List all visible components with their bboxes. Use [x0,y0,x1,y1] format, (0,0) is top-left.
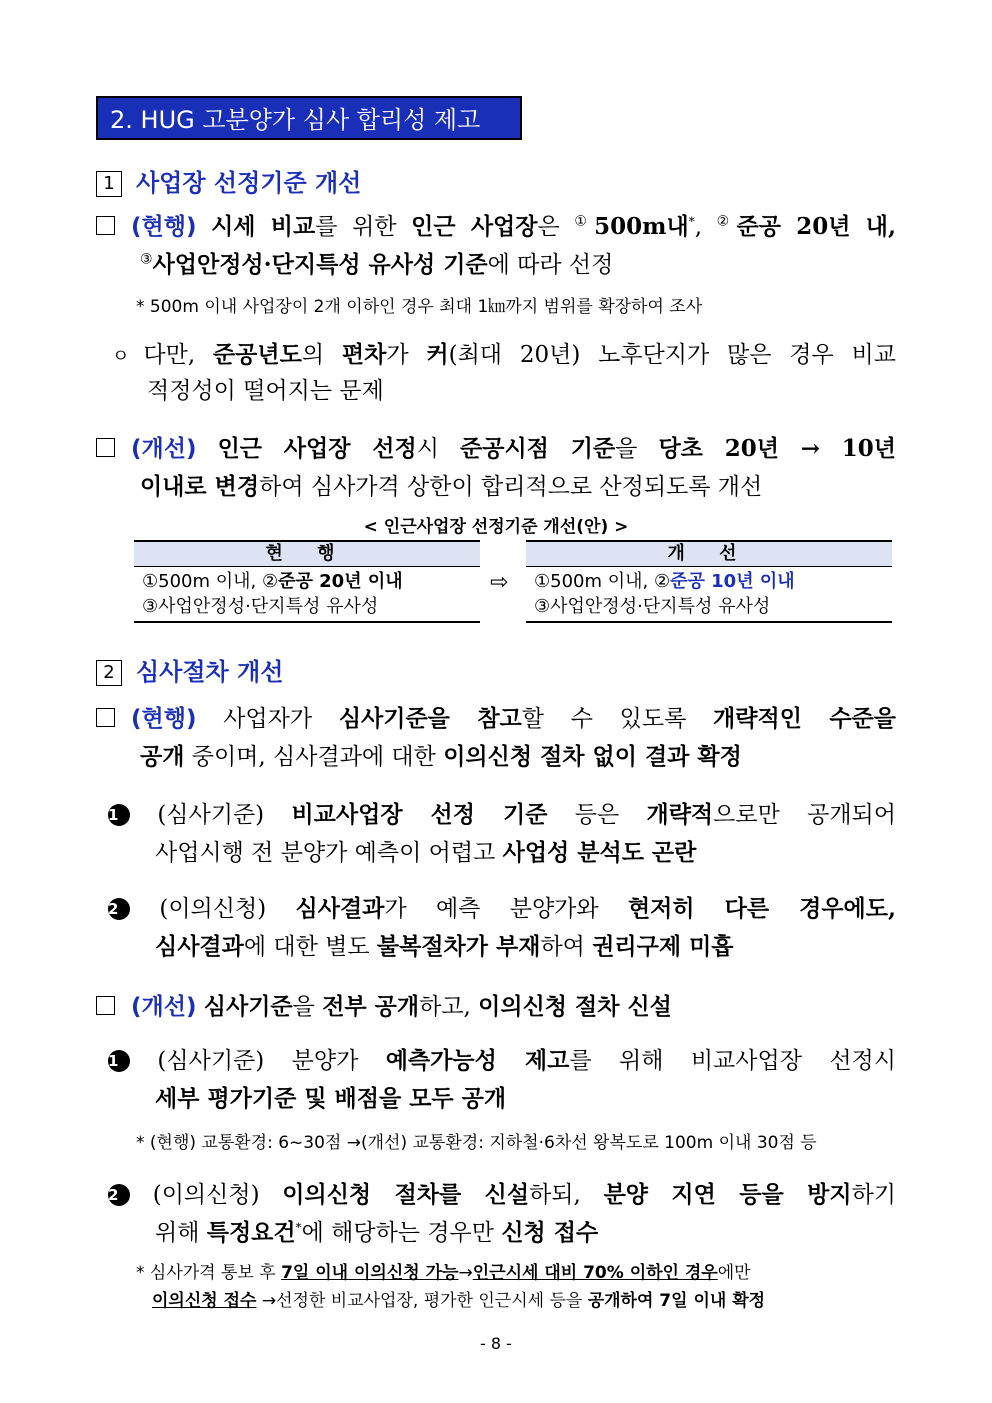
text: → [458,1263,473,1283]
text: ①500m 이내, ② [534,571,671,592]
improve-tag: (개선) [131,994,197,1020]
section-header: 2. HUG 고분양가 심사 합리성 제고 [96,96,522,140]
footnote-mark: * [295,1220,302,1235]
text: 위해 [155,1220,207,1246]
text: 당초 20년 → 10년 [658,435,897,462]
text: 준공년도 [212,341,302,368]
s2-item1-line1 [108,796,896,829]
text: 인근 사업장 [411,213,538,240]
circled-number: ③ [140,251,153,268]
text: 준공 20년 내, [736,213,896,240]
text: (심사기준) [157,802,292,828]
text: 세부 평가기준 및 배점을 모두 공개 [155,1085,507,1112]
text: (이의신청) [159,896,296,922]
text: 에 대한 별도 [243,934,377,960]
text: 공개 [140,743,185,770]
s1-sub-line2: 적정성이 떨어지는 문제 [147,378,384,404]
text: 이의신청 접수 [152,1291,257,1311]
table-cell [534,569,884,594]
text: 이의신청 절차 없이 결과 확정 [443,743,742,770]
bullet-icon: ㅇ [112,346,130,367]
table-left-header: 현 행 [134,540,480,567]
text: 하여 [540,934,593,960]
s1-improve-line2 [140,468,762,501]
circled-number: ① [574,213,595,230]
s1-current-line1 [96,208,896,241]
text: 하여 심사가격 상한이 합리적으로 산정되도록 개선 [259,474,763,500]
text: 등은 [547,802,647,828]
text: (이의신청) [152,1182,283,1208]
table-cell: ③사업안정성·단지특성 유사성 [142,596,379,617]
text: 심사결과 [295,895,385,922]
s2-item3-line1 [108,1042,896,1075]
text: 500m내 [594,213,689,240]
number-badge-icon: 1 [108,804,130,826]
text: 를 위한 [315,214,412,240]
text: 를 위해 비교사업장 선정시 [569,1048,896,1074]
text: 전부 공개 [322,993,420,1020]
text: 준공시점 기준 [460,435,616,462]
number-badge-icon: 2 [108,1184,130,1206]
s2-item4-line2 [155,1214,598,1247]
section2-number: 2 [96,660,122,686]
text: 준공 10년 이내 [670,571,795,592]
arrow-right-icon: ⇨ [490,570,509,595]
text: 권리구제 미흡 [592,933,734,960]
s1-current-line2 [140,246,613,279]
text: 특정요건 [206,1219,296,1246]
text: 가 [386,342,427,368]
text: 을 [615,436,659,462]
text: 개략적 [646,801,714,828]
text: 심사기준 [203,993,293,1020]
section1-title-text: 사업장 선정기준 개선 [136,169,362,197]
text: 공개하여 7일 이내 확정 [587,1291,766,1311]
number-badge-icon: 2 [108,898,130,920]
s2-improve-line [96,988,672,1021]
s2-item2-line1 [108,890,896,923]
text: 하고, [419,994,479,1020]
table-cell: ③사업안정성·단지특성 유사성 [534,596,771,617]
text: 은 [537,214,575,240]
s2-current-line1 [96,700,896,733]
text: 신청 접수 [501,1219,599,1246]
text: 사업성 분석도 곤란 [502,839,697,866]
s2-item1-line2 [155,834,696,867]
text: 사업시행 전 분양가 예측이 어렵고 [155,840,503,866]
text: 으로만 공개되어 [713,802,896,828]
current-tag: (현행) [131,214,197,240]
text: 하되, [529,1182,604,1208]
text: 중이며, 심사결과에 대한 [184,744,444,770]
s1-improve-line1 [96,430,896,463]
text: 시세 비교 [211,213,316,240]
text: 인근 사업장 선정 [217,435,417,462]
text: * 심사가격 통보 후 [136,1263,282,1283]
s2-item2-line2 [155,928,734,961]
text: 비교사업장 선정 기준 [291,801,548,828]
number-badge-icon: 1 [108,1050,130,1072]
text: 편차 [341,341,387,368]
checkbox-icon [96,216,115,235]
text: 이내로 변경 [140,473,260,500]
text: 현저히 다른 경우에도, [627,895,896,922]
text: 을 [292,994,323,1020]
current-tag: (현행) [131,706,197,732]
text: , [694,214,717,240]
text: 에 해당하는 경우만 [301,1220,502,1246]
note-2: * (현행) 교통환경: 6~30점 →(개선) 교통환경: 지하철·6차선 왕복도로 100m 이내 30점 등 [136,1133,817,1153]
text: (심사기준) 분양가 [157,1048,386,1074]
text: 불복절차가 부재 [376,933,541,960]
text: ①500m 이내, ② [142,571,279,592]
text: (최대 20년) 노후단지가 많은 경우 비교 [448,342,896,368]
s2-item3-line2 [155,1080,506,1113]
text: 인근시세 대비 70% 이하인 경우 [472,1263,718,1283]
footnote-mark: * [688,214,695,229]
s2-current-line2 [140,738,742,771]
text: 예측가능성 제고 [385,1047,570,1074]
circled-number: ② [716,213,737,230]
text: 시 [416,436,461,462]
s2-item4-line1 [108,1176,896,1209]
text: 이의신청 절차를 신설 [282,1181,530,1208]
text: 7일 이내 이의신청 가능 [281,1263,459,1283]
section1-number: 1 [96,171,122,197]
checkbox-icon [96,996,115,1015]
table-left-body [134,567,480,623]
text: 커 [426,341,449,368]
table-right-body [526,567,892,623]
note-3-line2 [152,1286,765,1311]
section2-title [96,652,283,687]
text: 가 예측 분양가와 [384,896,628,922]
text: 에만 [717,1263,751,1283]
table-left [134,540,480,623]
text: 분양 지연 등을 방지 [603,1181,852,1208]
table-caption: < 인근사업장 선정기준 개선(안) > [363,517,629,537]
text: →선정한 비교사업장, 평가한 인근시세 등을 [256,1291,588,1311]
s1-sub-line1 [112,336,896,369]
text: 심사결과 [155,933,244,960]
text: 개략적인 수준을 [713,705,896,732]
section2-title-text: 심사절차 개선 [136,658,284,686]
text: 사업안정성·단지특성 유사성 기준 [152,251,488,278]
table-right [526,540,892,623]
text: 심사기준을 참고 [338,705,522,732]
text: 준공 20년 이내 [278,571,403,592]
text: 이의신청 절차 신설 [478,993,672,1020]
text: 사업자가 [223,706,339,732]
checkbox-icon [96,438,115,457]
page-number: - 8 - [480,1334,512,1353]
section1-title [96,163,361,198]
text: 에 따라 선정 [487,252,614,278]
text: 의 [301,342,342,368]
note-1: * 500m 이내 사업장이 2개 이하인 경우 최대 1㎞까지 범위를 확장하여 조사 [136,297,703,317]
note-3-line1 [136,1258,751,1283]
text: 할 수 있도록 [521,706,714,732]
table-right-header: 개 선 [526,540,892,567]
text: 다만, [143,342,213,368]
improve-tag: (개선) [131,436,197,462]
text: 하기 [851,1182,896,1208]
checkbox-icon [96,708,115,727]
table-cell [142,569,472,594]
